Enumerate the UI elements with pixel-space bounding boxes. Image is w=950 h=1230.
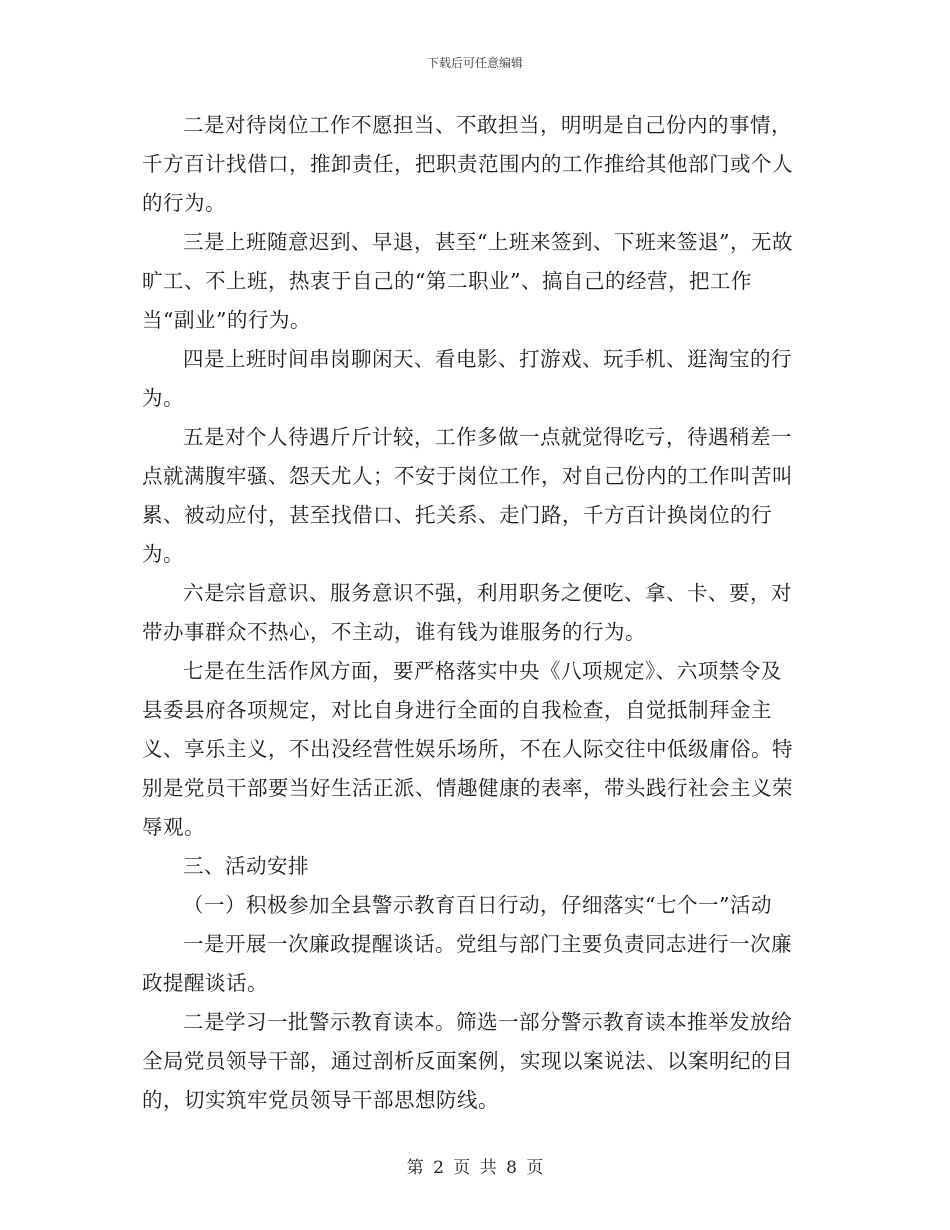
document-body xyxy=(142,106,798,1120)
section-heading-activities: 三、活动安排 xyxy=(183,854,309,878)
paragraph-complaints: 五是对个人待遇斤斤计较，工作多做一点就觉得吃亏，待遇稍差一点就满腹牢骚、怨天尤人；不安于岗位工作，对自己份内的工作叫苦叫累、被动应付，甚至找借口、托关系、走门路，千方百计换岗位的行为。 xyxy=(142,425,793,566)
paragraph-integrity-talk: 一是开展一次廉政提醒谈话。党组与部门主要负责同志进行一次廉政提醒谈话。 xyxy=(142,932,792,995)
page-number: 第 2 页 共 8 页 xyxy=(406,1158,544,1178)
paragraph-study-readers: 二是学习一批警示教育读本。筛选一部分警示教育读本推举发放给全局党员领导干部，通过剖析反面案例，实现以案说法、以案明纪的目的，切实筑牢党员领导干部思想防线。 xyxy=(142,1010,793,1112)
page-header: 下载后可任意编辑 xyxy=(426,56,523,70)
subsection-heading-warning-education: （一）积极参加全县警示教育百日行动，仔细落实“七个一”活动 xyxy=(183,893,772,917)
paragraph-lifestyle: 七是在生活作风方面，要严格落实中央《八项规定》、六项禁令及县委县府各项规定，对比自身进行全面的自我检查，自觉抵制拜金主义、享乐主义，不出没经营性娱乐场所，不在人际交往中低级庸俗。特别是党员干部要当好生活正派、情趣健康的表率，带头践行社会主义荣辱观。 xyxy=(142,659,793,839)
paragraph-duty-avoidance: 二是对待岗位工作不愿担当、不敢担当，明明是自己份内的事情，千方百计找借口，推卸责任，把职责范围内的工作推给其他部门或个人的行为。 xyxy=(142,113,793,215)
paragraph-service-attitude: 六是宗旨意识、服务意识不强，利用职务之便吃、拿、卡、要，对带办事群众不热心，不主动，谁有钱为谁服务的行为。 xyxy=(142,581,792,644)
paragraph-idle-work: 四是上班时间串岗聊闲天、看电影、打游戏、玩手机、逛淘宝的行为。 xyxy=(142,347,792,410)
paragraph-attendance: 三是上班随意迟到、早退，甚至“上班来签到、下班来签退”，无故旷工、不上班，热衷于自己的“第二职业”、搞自己的经营，把工作当“副业”的行为。 xyxy=(142,230,793,332)
